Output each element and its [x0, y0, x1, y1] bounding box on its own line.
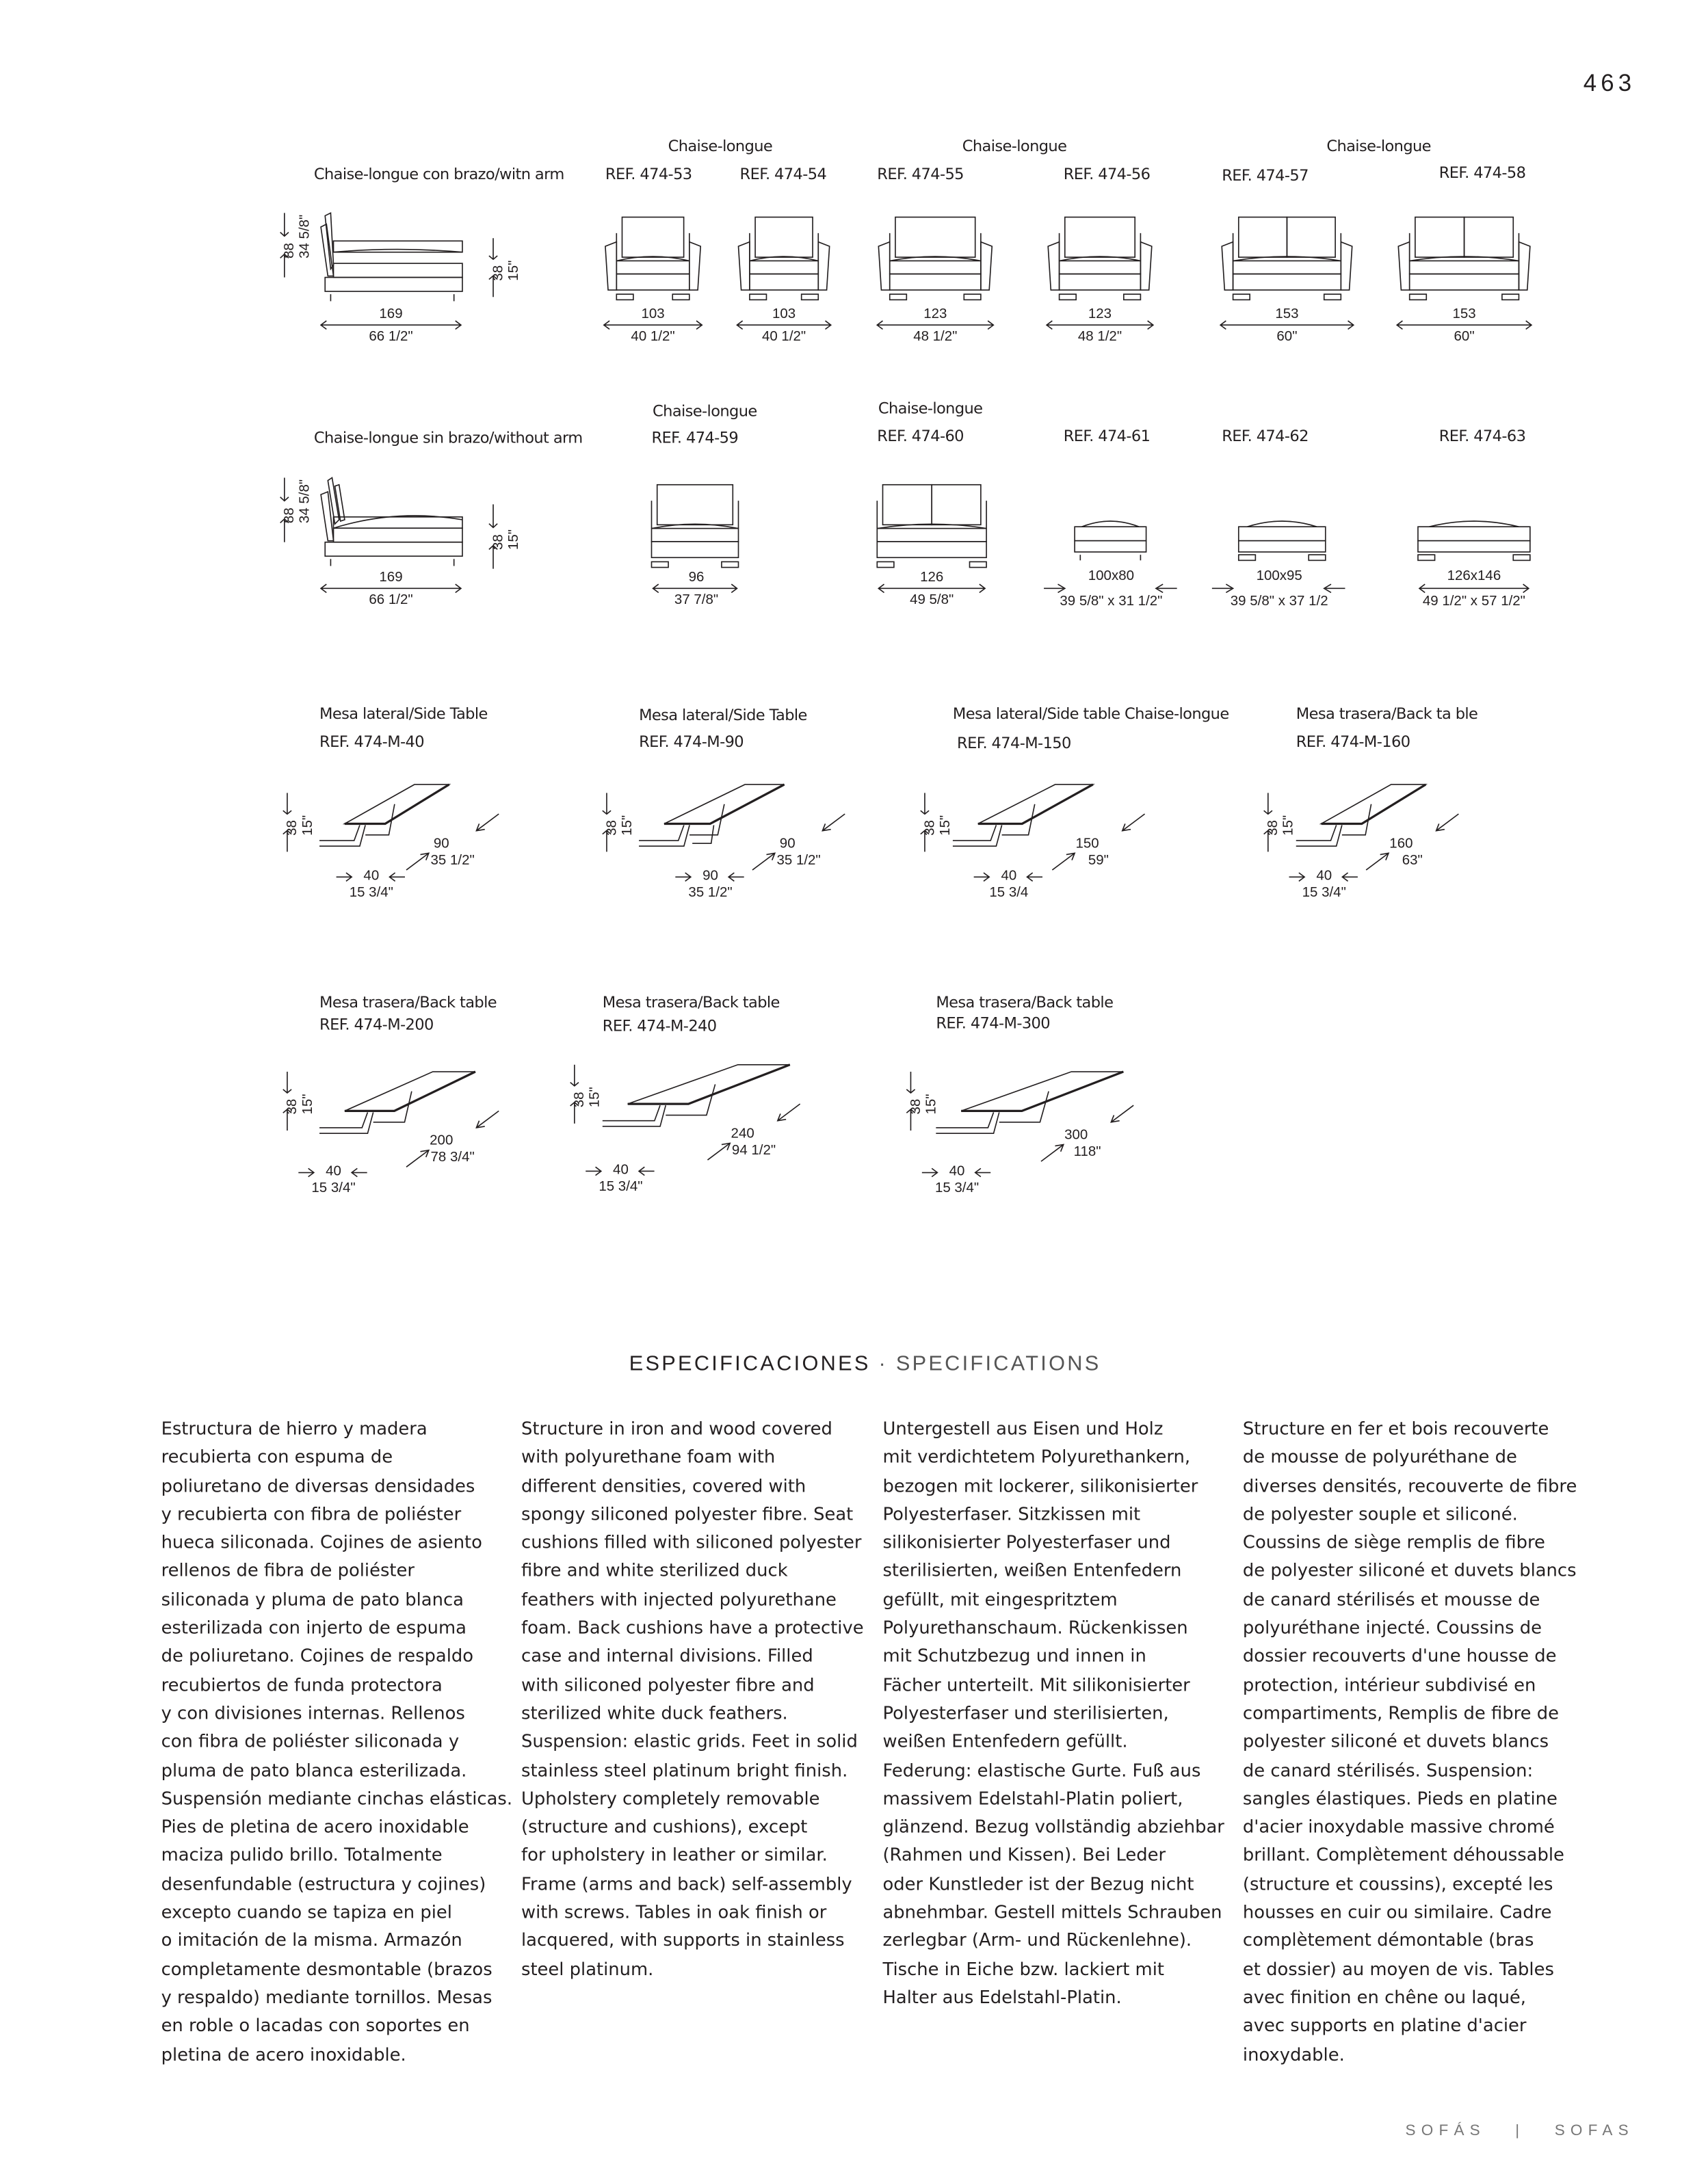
spec-line: Upholstery completely removable	[521, 1787, 820, 1809]
spec-line: poliuretano de diversas densidades	[161, 1475, 475, 1496]
side-height-dim-2-cm: 88	[282, 507, 298, 524]
spec-line: Tische in Eiche bzw. lackiert mit	[882, 1957, 1164, 1979]
spec-line: d'acier inoxydable massive chromé	[1242, 1816, 1555, 1837]
spec-line: de mousse de polyuréthane de	[1242, 1446, 1517, 1468]
table-depth-in: 15 3/4	[989, 885, 1029, 901]
front-view-drawing	[878, 217, 992, 302]
spec-line: fibre and white sterilized duck	[521, 1559, 788, 1581]
product-ref: REF. 474-59	[651, 428, 739, 447]
arrow-right-icon	[1289, 871, 1306, 882]
spec-line: (structure et coussins), excepté les	[1242, 1873, 1553, 1894]
table-width-in: 35 1/2"	[430, 853, 475, 869]
side-width-in: 66 1/2"	[369, 592, 413, 609]
front-view-drawing	[605, 217, 700, 302]
spec-line: silikonisierter Polyesterfaser und	[882, 1531, 1171, 1553]
group-title: Chaise-longue	[878, 399, 983, 418]
table-ref: REF. 474-M-40	[319, 732, 424, 751]
product-width-cm: 123	[923, 306, 947, 323]
spec-line: massivem Edelstahl-Platin poliert,	[882, 1787, 1183, 1809]
table-height-dim-cm: 38	[908, 1098, 924, 1115]
table-depth-cm: 40	[1001, 869, 1017, 884]
side-view-label-with-arm: Chaise-longue con brazo/witn arm	[313, 165, 564, 184]
spec-line: sterilisierten, weißen Entenfedern	[882, 1559, 1182, 1581]
spec-line: Pies de pletina de acero inoxidable	[161, 1816, 469, 1837]
product-width-cm: 103	[641, 306, 665, 323]
product-width-in: 37 7/8"	[674, 592, 719, 609]
arrow-left-icon	[638, 1165, 655, 1176]
spec-line: (Rahmen und Kissen). Bei Leder	[882, 1844, 1166, 1866]
spec-line: pluma de pato blanca esterilizada.	[161, 1758, 467, 1780]
spec-line: bezogen mit lockerer, silikonisierter	[882, 1475, 1198, 1496]
table-width-cm: 90	[779, 836, 796, 852]
spec-line: siliconada y pluma de pato blanca	[161, 1588, 464, 1610]
diagonal-arrow-icon	[1111, 1105, 1133, 1122]
side-seat-dim-1-cm: 38	[490, 265, 507, 281]
table-width-cm: 240	[731, 1126, 754, 1142]
spec-line: cushions filled with siliconed polyester	[521, 1531, 862, 1553]
table-drawing	[1296, 784, 1440, 851]
spec-line: de canard stérilisés. Suspension:	[1242, 1758, 1534, 1780]
table-label: Mesa trasera/Back table	[936, 993, 1114, 1012]
product-width-cm: 103	[772, 306, 796, 323]
product-width-in: 39 5/8" x 31 1/2"	[1060, 594, 1163, 610]
diagonal-arrow-icon	[752, 853, 775, 870]
spec-line: de polyester siliconé et duvets blancs	[1242, 1559, 1577, 1581]
diagonal-arrow-icon	[476, 1111, 499, 1128]
arrow-right-icon	[586, 1165, 603, 1176]
spec-line: with screws. Tables in oak finish or	[521, 1901, 827, 1922]
side-width-cm: 169	[379, 570, 403, 586]
table-height-dim-in: 15"	[620, 815, 635, 836]
table-height-dim-cm: 38	[1265, 820, 1282, 836]
spec-line: Structure en fer et bois recouverte	[1242, 1417, 1549, 1439]
spec-line: polyester siliconé et duvets blancs	[1242, 1730, 1549, 1752]
spec-line: stainless steel platinum bright finish.	[521, 1758, 848, 1780]
product-width-in: 40 1/2"	[761, 329, 806, 345]
spec-line: esterilizada con injerto de espuma	[161, 1617, 467, 1638]
table-drawing	[639, 784, 798, 851]
side-seat-dim-1-in: 15"	[506, 260, 523, 281]
product-width-cm: 96	[688, 570, 705, 586]
spec-line: completamente desmontable (brazos	[161, 1957, 492, 1979]
table-width-cm: 300	[1064, 1127, 1088, 1144]
table-depth-cm: 40	[613, 1163, 629, 1178]
diagonal-arrow-icon	[1436, 814, 1459, 831]
spec-line: Polyesterfaser und sterilisierten,	[882, 1702, 1169, 1723]
spec-line: con fibra de poliéster siliconada y	[161, 1730, 460, 1752]
spec-line: zerlegbar (Arm- und Rückenlehne).	[882, 1929, 1192, 1951]
table-drawing	[936, 1072, 1137, 1139]
spec-line: protection, intérieur subdivisé en	[1242, 1674, 1536, 1695]
table-depth-cm: 40	[1316, 869, 1332, 884]
table-width-in: 118"	[1073, 1144, 1101, 1161]
side-view-drawing	[319, 213, 462, 302]
spec-line: with polyurethane foam with	[521, 1446, 776, 1468]
product-width-cm: 100x80	[1088, 568, 1134, 585]
spec-line: compartiments, Remplis de fibre de	[1242, 1702, 1559, 1723]
table-width-in: 94 1/2"	[731, 1143, 776, 1159]
front-view-drawing	[652, 485, 739, 569]
table-height-dim-cm: 38	[604, 820, 620, 836]
table-ref: REF. 474-M-300	[936, 1014, 1051, 1033]
spec-line: Federung: elastische Gurte. Fuß aus	[882, 1758, 1201, 1780]
spec-line: y recubierta con fibra de poliéster	[161, 1503, 462, 1524]
product-ref: REF. 474-55	[877, 165, 964, 184]
spec-line: dossier recouverts d'une housse de	[1242, 1645, 1557, 1667]
side-height-dim-1-in: 34 5/8"	[298, 214, 313, 259]
ottoman-drawing	[1239, 516, 1326, 561]
table-depth-in: 15 3/4"	[311, 1180, 356, 1197]
diagonal-arrow-icon	[1052, 853, 1075, 870]
table-height-dim-cm: 38	[922, 820, 938, 836]
spec-line: Halter aus Edelstahl-Platin.	[882, 1986, 1122, 2008]
spec-line: Untergestell aus Eisen und Holz	[882, 1417, 1164, 1439]
table-height-dim-in: 15"	[300, 815, 316, 836]
spec-line: hueca siliconada. Cojines de asiento	[161, 1531, 482, 1553]
table-depth-in: 35 1/2"	[688, 885, 733, 901]
spec-line: different densities, covered with	[521, 1475, 806, 1496]
arrow-right-icon	[298, 1167, 315, 1178]
table-width-in: 78 3/4"	[430, 1150, 475, 1166]
side-view-drawing	[319, 478, 462, 568]
table-depth-in: 15 3/4"	[599, 1179, 643, 1195]
table-height-dim-in: 15"	[923, 1094, 940, 1115]
spec-line: housses en cuir ou similaire. Cadre	[1242, 1901, 1552, 1922]
spec-line: (structure and cushions), except	[521, 1816, 808, 1837]
spec-line: Structure in iron and wood covered	[521, 1417, 832, 1439]
product-ref: REF. 474-58	[1438, 163, 1526, 183]
product-width-in: 40 1/2"	[631, 329, 675, 345]
side-width-in: 66 1/2"	[369, 329, 413, 345]
table-label: Mesa lateral/Side Table	[319, 704, 488, 723]
spec-line: y respaldo) mediante tornillos. Mesas	[161, 1986, 492, 2008]
group-title: Chaise-longue	[668, 137, 773, 156]
spec-line: brillant. Complètement déhoussable	[1242, 1844, 1564, 1866]
spec-column-2	[882, 1415, 1224, 2012]
table-width-cm: 90	[433, 836, 449, 852]
group-title: Chaise-longue	[962, 137, 1067, 156]
spec-title-en: SPECIFICATIONS	[895, 1351, 1101, 1376]
arrow-left-icon	[1341, 871, 1358, 882]
table-label: Mesa trasera/Back table	[319, 993, 497, 1012]
product-width-in: 49 1/2" x 57 1/2"	[1422, 594, 1525, 610]
table-width-in: 35 1/2"	[776, 853, 821, 869]
side-seat-dim-2-cm: 38	[490, 534, 507, 550]
spec-line: mit verdichtetem Polyurethankern,	[882, 1446, 1191, 1468]
table-drawing	[319, 1072, 489, 1139]
side-seat-dim-2-in: 15"	[506, 529, 523, 550]
table-depth-cm: 40	[326, 1164, 341, 1180]
spec-line: en roble o lacadas con soportes en	[161, 2015, 470, 2036]
table-label: Mesa trasera/Back table	[602, 993, 780, 1012]
spec-line: oder Kunstleder ist der Bezug nicht	[882, 1873, 1194, 1894]
spec-line: complètement démontable (bras	[1242, 1929, 1534, 1951]
spec-line: recubierta con espuma de	[161, 1446, 393, 1468]
spec-line: de poliuretano. Cojines de respaldo	[161, 1645, 474, 1667]
table-height-dim-in: 15"	[938, 815, 954, 836]
product-ref: REF. 474-56	[1063, 165, 1151, 184]
product-width-in: 60"	[1276, 329, 1298, 345]
spec-line: with siliconed polyester fibre and	[521, 1674, 815, 1695]
spec-line: Polyesterfaser. Sitzkissen mit	[882, 1503, 1141, 1524]
side-height-dim-1-cm: 88	[282, 243, 298, 259]
spec-column-0	[161, 1415, 513, 2069]
table-height-dim-cm: 38	[572, 1092, 588, 1108]
table-width-in: 63"	[1402, 853, 1423, 869]
diagonal-arrow-icon	[822, 814, 845, 831]
front-view-drawing	[877, 485, 986, 569]
spec-line: for upholstery in leather or similar.	[521, 1844, 828, 1866]
product-ref: REF. 474-53	[605, 165, 692, 184]
table-width-cm: 150	[1075, 836, 1099, 852]
table-height-dim-in: 15"	[300, 1094, 316, 1115]
table-ref: REF. 474-M-150	[957, 734, 1071, 752]
product-width-cm: 126x146	[1447, 568, 1501, 585]
footer-right: SOFAS	[1554, 2122, 1634, 2139]
page-number: 463	[1583, 70, 1636, 97]
table-depth-cm: 40	[363, 869, 380, 884]
spec-line: Fächer unterteilt. Mit silikonisierter	[882, 1674, 1190, 1695]
arrow-left-icon	[1025, 871, 1042, 882]
spec-line: Suspensión mediante cinchas elásticas.	[161, 1787, 513, 1809]
arrow-right-icon	[675, 871, 692, 882]
spec-line: o imitación de la misma. Armazón	[161, 1929, 462, 1951]
product-ref: REF. 474-57	[1222, 166, 1309, 185]
spec-line: diverses densités, recouverte de fibre	[1242, 1475, 1577, 1496]
table-height-dim-cm: 38	[285, 1098, 301, 1115]
spec-line: avec supports en platine d'acier	[1242, 2015, 1527, 2036]
diagonal-arrow-icon	[476, 814, 499, 831]
product-width-cm: 126	[920, 570, 944, 586]
diagonal-arrow-icon	[406, 1150, 429, 1167]
product-ref: REF. 474-62	[1222, 427, 1309, 446]
arrow-left-icon	[388, 871, 405, 882]
spec-line: de canard stérilisés et mousse de	[1242, 1588, 1540, 1610]
spec-line: Coussins de siège remplis de fibre	[1242, 1531, 1545, 1553]
front-view-drawing	[1222, 217, 1352, 302]
table-depth-in: 15 3/4"	[349, 885, 393, 901]
spec-line: de polyester souple et siliconé.	[1242, 1503, 1518, 1524]
spec-line: rellenos de fibra de poliéster	[161, 1559, 415, 1581]
table-width-cm: 160	[1389, 836, 1413, 852]
front-view-drawing	[1048, 217, 1152, 302]
spec-line: foam. Back cushions have a protective	[521, 1617, 864, 1638]
spec-line: abnehmbar. Gestell mittels Schrauben	[882, 1901, 1222, 1922]
table-depth-cm: 90	[702, 869, 718, 884]
table-label: Mesa trasera/Back ta ble	[1296, 704, 1478, 723]
spec-line: glänzend. Bezug vollständig abziehbar	[882, 1816, 1224, 1837]
table-height-dim-in: 15"	[1281, 815, 1297, 836]
table-depth-in: 15 3/4"	[1302, 885, 1346, 901]
spec-line: avec finition en chêne ou laqué,	[1242, 1986, 1526, 2008]
table-depth-cm: 40	[949, 1164, 965, 1180]
spec-line: Suspension: elastic grids. Feet in solid	[521, 1730, 858, 1752]
spec-line: gefüllt, mit eingespritztem	[882, 1588, 1118, 1610]
table-ref: REF. 474-M-160	[1296, 732, 1410, 751]
spec-line: sangles élastiques. Pieds en platine	[1242, 1787, 1558, 1809]
spec-line: weißen Entenfedern gefüllt.	[882, 1730, 1128, 1752]
spec-line: sterilized white duck feathers.	[521, 1702, 788, 1723]
spec-line: inoxydable.	[1242, 2043, 1345, 2065]
product-width-cm: 153	[1275, 306, 1299, 323]
product-width-in: 49 5/8"	[910, 592, 954, 609]
spec-line: desenfundable (estructura y cojines)	[161, 1873, 486, 1894]
specifications-heading	[629, 1352, 1101, 1376]
group-title: Chaise-longue	[653, 401, 757, 421]
spec-line: Polyurethanschaum. Rückenkissen	[882, 1617, 1188, 1638]
side-width-cm: 169	[379, 306, 403, 323]
spec-column-3	[1243, 1415, 1579, 2069]
side-view-label-without-arm: Chaise-longue sin brazo/without arm	[313, 428, 583, 447]
diagonal-arrow-icon	[1041, 1145, 1064, 1162]
table-height-dim-cm: 38	[285, 820, 301, 836]
footer-divider: |	[1515, 2122, 1525, 2139]
ottoman-drawing	[1075, 516, 1146, 561]
product-width-cm: 123	[1088, 306, 1112, 323]
product-ref: REF. 474-63	[1438, 427, 1526, 446]
product-width-in: 48 1/2"	[913, 329, 958, 345]
diagonal-arrow-icon	[778, 1104, 800, 1121]
arrow-right-icon	[974, 871, 991, 882]
spec-line: pletina de acero inoxidable.	[161, 2043, 406, 2065]
spec-line: steel platinum.	[521, 1957, 654, 1979]
product-ref: REF. 474-54	[739, 165, 827, 184]
footer-left: SOFÁS	[1405, 2122, 1486, 2139]
product-width-in: 39 5/8" x 37 1/2	[1230, 594, 1328, 610]
spec-line: case and internal divisions. Filled	[521, 1645, 813, 1667]
spec-title-es: ESPECIFICACIONES	[629, 1351, 871, 1376]
spec-line: et dossier) au moyen de vis. Tables	[1242, 1957, 1554, 1979]
product-width-cm: 153	[1452, 306, 1476, 323]
ottoman-drawing	[1418, 516, 1530, 561]
diagonal-arrow-icon	[406, 853, 429, 870]
spec-line: Estructura de hierro y madera	[161, 1417, 428, 1439]
table-drawing	[603, 1065, 804, 1132]
diagonal-arrow-icon	[1122, 814, 1145, 831]
arrow-left-icon	[727, 871, 744, 882]
spec-line: feathers with injected polyurethane	[521, 1588, 837, 1610]
product-ref: REF. 474-60	[877, 427, 964, 446]
product-width-in: 48 1/2"	[1077, 329, 1122, 345]
footer-section	[1406, 2122, 1634, 2139]
arrow-left-icon	[350, 1167, 367, 1178]
table-label: Mesa lateral/Side Table	[639, 706, 807, 725]
table-width-cm: 200	[430, 1133, 454, 1149]
front-view-drawing	[739, 217, 830, 302]
product-ref: REF. 474-61	[1063, 427, 1151, 446]
table-label: Mesa lateral/Side table Chaise-longue	[952, 704, 1229, 723]
table-depth-in: 15 3/4"	[934, 1180, 980, 1197]
spec-column-1	[521, 1415, 864, 1984]
spec-line: y con divisiones internas. Rellenos	[161, 1702, 465, 1723]
table-ref: REF. 474-M-90	[639, 732, 744, 751]
spec-title-separator: ·	[870, 1351, 896, 1376]
side-height-dim-2-in: 34 5/8"	[298, 479, 313, 524]
product-width-cm: 100x95	[1256, 568, 1302, 585]
group-title: Chaise-longue	[1326, 137, 1431, 156]
diagonal-arrow-icon	[707, 1143, 730, 1160]
spec-line: recubiertos de funda protectora	[161, 1674, 443, 1695]
table-width-in: 59"	[1088, 853, 1109, 869]
spec-line: spongy siliconed polyester fibre. Seat	[521, 1503, 854, 1524]
product-width-in: 60"	[1454, 329, 1475, 345]
spec-line: polyuréthane injecté. Coussins de	[1242, 1617, 1542, 1638]
table-ref: REF. 474-M-240	[602, 1017, 717, 1035]
spec-line: Frame (arms and back) self-assembly	[521, 1873, 852, 1894]
spec-line: lacquered, with supports in stainless	[521, 1929, 845, 1951]
arrow-right-icon	[922, 1167, 939, 1178]
spec-line: excepto cuando se tapiza en piel	[161, 1901, 452, 1922]
arrow-right-icon	[337, 871, 354, 882]
table-ref: REF. 474-M-200	[319, 1016, 434, 1034]
diagonal-arrow-icon	[1366, 853, 1389, 870]
spec-line: mit Schutzbezug und innen in	[882, 1645, 1146, 1667]
table-height-dim-in: 15"	[588, 1087, 603, 1108]
spec-line: maciza pulido brillo. Totalmente	[161, 1844, 443, 1866]
front-view-drawing	[1398, 217, 1530, 302]
arrow-left-icon	[974, 1167, 991, 1178]
